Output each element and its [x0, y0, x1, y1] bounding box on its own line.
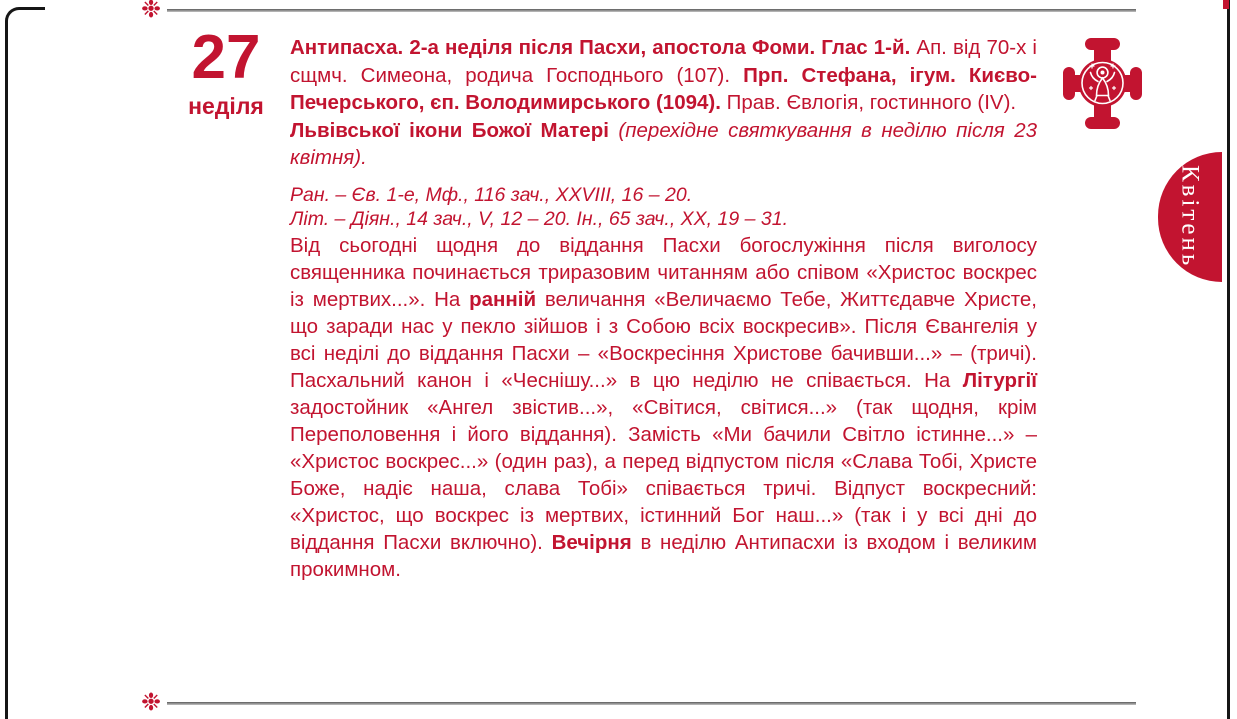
rubric-paragraph: [290, 232, 1037, 583]
month-tab-april: [1158, 152, 1222, 282]
rubric-run-7: в неділю Антипасхи із входом і великим прокимном.: [290, 530, 1038, 581]
feast-name: Львівської ікони Божої Матері: [290, 118, 619, 142]
date-weekday: неділя: [188, 93, 264, 119]
bottom-rule: [167, 702, 1136, 705]
rubric-run-6: Вечірня: [551, 530, 632, 554]
date-block: [174, 23, 278, 120]
rubric-run-4: Літургії: [962, 368, 1037, 392]
top-rule: [167, 9, 1136, 12]
reading-line-liturgy: Літ. – Діян., 14 зач., V, 12 – 20. Ін., 65 зач., XX, 19 – 31.: [290, 208, 788, 230]
date-day: 27: [191, 23, 261, 92]
feast-note: (перехідне святкування в неділю після 23 квітня).: [290, 118, 1037, 169]
title-run-3: Прп. Стефана, ігум. Києво-Печерського, єп. Володимирського (1094).: [290, 63, 1037, 114]
page-edge-red-mark: [1223, 0, 1229, 9]
page-border-right: [1227, 0, 1230, 719]
rubric-run-5: задостойник «Ангел звістив...», «Світися, світися...» (так щодня, крім Переполовення і його віддання). Замість «Ми бачили Світло істинне...» – «Христос воскрес...» (один раз), а перед відпустом після «Слава Тобі, Христе Боже, надіє наша, слава Тобі» співається тричі. Відпуст воскресний: «Христос, що воскрес із мертвих, істинний Бог наш...» (так і у всі дні до віддання Пасхи включно).: [290, 395, 1037, 554]
entry-title-paragraph: [290, 34, 1037, 117]
title-run-1: Антипасха. 2-а неділя після Пасхи, апостола Фоми. Глас 1-й.: [290, 36, 917, 59]
rubric-run-1: Від сьогодні щодня до віддання Пасхи богослужіння після виголосу священника починається триразовим читанням або співом «Христос воскрес із мертвих...». На: [290, 233, 1037, 311]
month-tab-label: Квітень: [1176, 165, 1204, 269]
flower-cross-icon: ❉: [141, 689, 162, 716]
reading-line-matins: Ран. – Єв. 1-е, Мф., 116 зач., XXVIII, 16 – 20.: [290, 183, 693, 206]
rubric-run-3: величання «Величаємо Тебе, Життєдавче Христе, що заради нас у пекло зійшов і з Собою всіх воскресив». Після Євангелія у всі неділі до віддання Пасхи – «Воскресіння Христове бачивши...» – (тричі). Пасхальний канон і «Чеснішу...» в цю неділю не співається. На: [290, 287, 1037, 392]
calendar-entry: [290, 34, 1037, 583]
flower-cross-icon: ❉: [141, 0, 162, 23]
page-border-left: [5, 7, 45, 719]
rubric-run-2: ранній: [469, 287, 537, 311]
title-run-2: Ап. від 70-х і сщмч. Симеона, родича Господнього (107).: [290, 36, 1037, 87]
feast-paragraph: [290, 117, 1037, 172]
theotokos-cross-icon: [1062, 36, 1143, 131]
readings-block: [290, 183, 1037, 232]
title-run-4: Прав. Євлогія, гостинного (IV).: [726, 91, 1017, 114]
